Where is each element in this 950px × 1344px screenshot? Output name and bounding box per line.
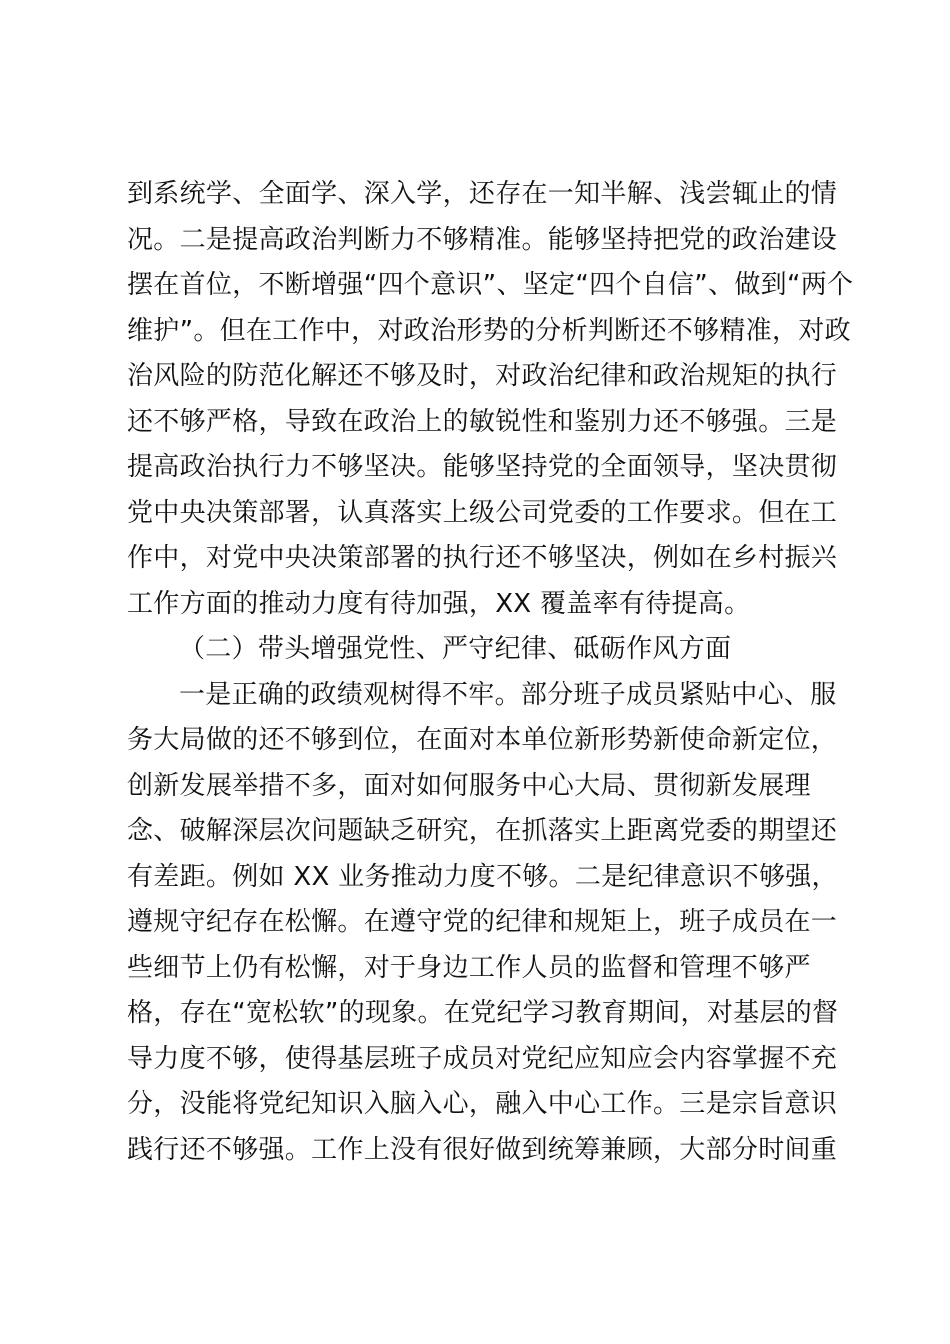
text-line: 提高政治执行力不够坚决。能够坚持党的全面领导，坚决贯彻: [127, 452, 838, 482]
text-line: 一是正确的政绩观树得不牢。部分班子成员紧贴中心、服: [179, 679, 837, 710]
text-line: 况。二是提高政治判断力不够精准。能够坚持把党的政治建设: [127, 224, 838, 255]
text-line: 分，没能将党纪知识入脑入心，融入中心工作。三是宗旨意识: [127, 1089, 838, 1119]
text-line: 导力度不够，使得基层班子成员对党纪应知应会内容掌握不充: [127, 1043, 838, 1074]
text-line: 还不够严格，导致在政治上的敏锐性和鉴别力还不够强。三是: [127, 406, 838, 437]
text-line: 务大局做的还不够到位，在面对本单位新形势新使命新定位，: [127, 725, 838, 755]
text-line: 念、破解深层次问题缺乏研究，在抓落实上距离党委的期望还: [127, 816, 838, 846]
text-line: 有差距。例如 XX 业务推动力度不够。二是纪律意识不够强，: [127, 861, 838, 892]
document-body: [127, 172, 854, 1173]
text-line: 践行还不够强。工作上没有很好做到统筹兼顾，大部分时间重: [127, 1134, 838, 1165]
text-line: 作中，对党中央决策部署的执行还不够坚决，例如在乡村振兴: [127, 543, 838, 573]
text-line: 创新发展举措不多，面对如何服务中心大局、贯彻新发展理: [127, 770, 811, 801]
text-line: 党中央决策部署，认真落实上级公司党委的工作要求。但在工: [127, 497, 838, 528]
text-line: 到系统学、全面学、深入学，还存在一知半解、浅尝辄止的情: [127, 179, 838, 209]
text-line: 维护”。但在工作中，对政治形势的分析判断还不够精准，对政: [127, 315, 851, 346]
text-line: 些细节上仍有松懈，对于身边工作人员的监督和管理不够严: [127, 952, 811, 983]
text-line: 治风险的防范化解还不够及时，对政治纪律和政治规矩的执行: [127, 361, 838, 391]
section-heading: （二）带头增强党性、严守纪律、砥砺作风方面: [179, 634, 732, 664]
text-line: 格，存在“宽松软”的现象。在党纪学习教育期间，对基层的督: [127, 998, 839, 1028]
text-line: 遵规守纪存在松懈。在遵守党的纪律和规矩上，班子成员在一: [127, 907, 838, 937]
text-line: 摆在首位，不断增强“四个意识”、坚定“四个自信”、做到“两个: [127, 270, 854, 300]
text-line: 工作方面的推动力度有待加强，XX 覆盖率有待提高。: [127, 588, 751, 619]
